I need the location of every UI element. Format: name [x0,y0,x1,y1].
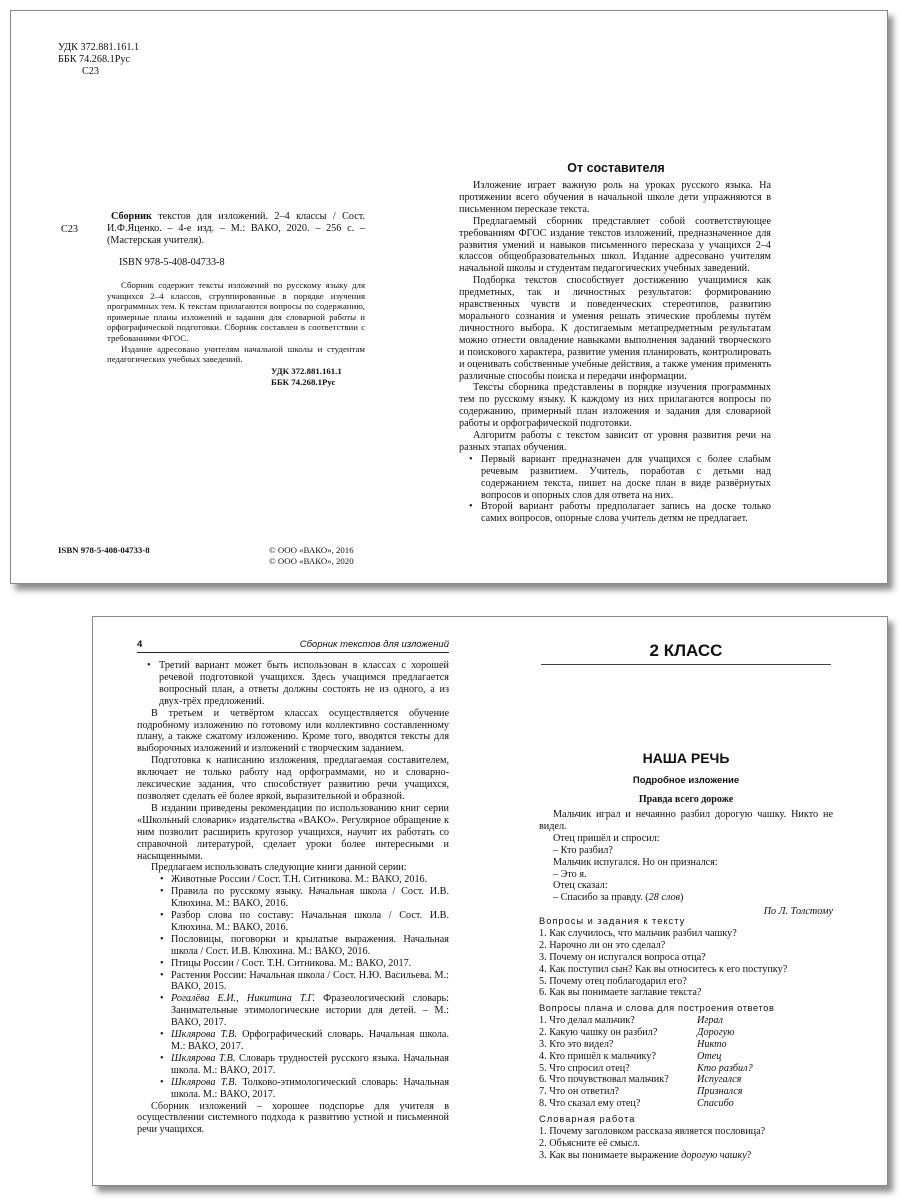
vocab-heading: Словарная работа [539,1114,636,1124]
book-item: • Правила по русскому языку. Начальная школа / Сост. И.В. Клюхина. М.: ВАКО, 2016. [159,886,449,910]
book-item: • Шклярова Т.В. Словарь трудностей русского языка. Начальная школа. М.: ВАКО, 2017. [159,1053,449,1077]
preface-text [459,180,771,525]
udc-block [58,42,139,78]
grade-title-rule [541,664,831,665]
story-author: По Л. Толстому [763,906,833,918]
page-number: 4 [137,639,143,650]
story-line: – Спасибо за правду. (28 слов) [553,892,684,904]
intro-bullet: • Третий вариант может быть использован в классах с хорошей речевой подготовкой учащихся. Здесь учащимся предлагается вопросный план, а ответы должны состоять не из одного, а из двух-трёх предложений. [137,660,449,708]
isbn-line: ISBN 978-5-408-04733-8 [119,257,225,268]
abstract [107,280,365,365]
questions-block [539,916,833,999]
plan-row: 2. Какую чашку он разбил? Дорогую [539,1026,735,1038]
vocab-item: 3. Как вы понимаете выражение дорогую чашку? [539,1149,752,1161]
isbn-bottom: ISBN 978-5-408-04733-8 [58,545,150,555]
body-paragraph: Подготовка к написанию изложения, предлагаемая составителем, включает не только работу над орфограммами, но и словарно-лексические задания, что способствует развитию речи учащихся, позволяет сделать её более яркой, выразительной и образной. [137,755,449,802]
vocab-item: 2. Объясните её смысл. [539,1137,640,1149]
plan-row: 8. Что сказал ему отец? Спасибо [539,1098,734,1110]
book-item: • Разбор слова по составу: Начальная школа / Сост. И.В. Клюхина. М.: ВАКО, 2016. [159,910,449,934]
bbk-line: ББК 74.268.1Рус [58,53,130,65]
preface-paragraph: Алгоритм работы с текстом зависит от уровня развития речи на разных этапах обучения. [459,430,771,453]
left-page-body [137,660,449,1136]
author-mark: С23 [82,65,99,77]
question-item: 6. Как вы понимаете заглавие текста? [539,987,702,999]
vocab-item: 1. Почему заголовком рассказа является пословица? [539,1125,766,1137]
word-count: 28 слов [648,892,681,904]
plan-row: 1. Что делал мальчик? Играл [539,1014,723,1026]
section-title: НАША РЕЧЬ [642,750,730,766]
book-item: • Шклярова Т.В. Толково-этимологический словарь: Начальная школа. М.: ВАКО, 2017. [159,1077,449,1101]
abstract-paragraph: Издание адресовано учителям начальной школы и студентам педагогических учебных заведений. [107,343,365,365]
story-line: – Кто разбил? [553,844,613,856]
bbk-right-line: ББК 74.268.1Рус [271,376,336,387]
question-item: 2. Нарочно ли он это сделал? [539,939,666,951]
bibliographic-record [107,211,365,247]
preface-paragraph: Тексты сборника представлены в порядке изучения программных тем по русскому языку. К каждому из них прилагаются вопросы по содержанию, примерный план изложения и задания для словарной работы и орфографической подготовки. [459,382,771,430]
udc-right-block [271,366,342,387]
book-item: • Растения России: Начальная школа / Сост. Н.Ю. Васильева. М.: ВАКО, 2015. [159,970,449,994]
copyright-line: © ООО «ВАКО», 2016 [269,545,354,555]
grade-title: 2 КЛАСС [649,641,723,660]
side-author-mark: С23 [61,224,78,235]
story-line: Мальчик испугался. Но он признался: [553,856,718,868]
abstract-paragraph: Сборник содержит тексты изложений по русскому языку для учащихся 2–4 классов, сгруппированные в порядке изучения программных тем. К текстам прилагаются вопросы по содержанию, примерные планы изложений и задания для словарной работы и орфографической подготовки. Сборник составлен в соответствии с требованиями ФГОС. [107,280,365,343]
running-header [137,639,449,653]
plan-row: 4. Кто пришёл к мальчику? Отец [539,1050,722,1062]
book-item: • Животные России / Сост. Т.Н. Ситникова. М.: ВАКО, 2016. [159,874,449,886]
story-line: Отец пришёл и спросил: [553,832,660,844]
body-paragraph: В издании приведены рекомендации по использованию книг серии «Школьный словарик» издательства «ВАКО». Регулярное обращение к ним позволит расширить кругозор учащихся, научит их работать со справочной литературой, сделает уроки более интересными и насыщенными. [137,802,449,862]
book-item: • Пословицы, поговорки и крылатые выражения. Начальная школа / Сост. И.В. Клюхина. М.: ВАКО, 2016. [159,934,449,958]
preface-paragraph: Изложение играет важную роль на уроках русского языка. На протяжении всего обучения в начальной школе дети упражняются в письменном пересказе текста. [459,180,771,215]
plan-row: 3. Кто это видел? Никто [539,1038,727,1050]
preface-paragraph: Подборка текстов способствует достижению учащимися как предметных, так и личностных результатов: формированию нравственных чувств и поведенческих стереотипов, развитию морального сознания и умения решать этические проблемы путём личностного выбора. К достигаемым метапредметным результатам можно отнести овладение навыками выполнения заданий творческого и поискового характера, развитие умения планировать, контролировать и оценивать собственные учебные действия, а также умения применять различные способы поиска и передачи информации. [459,275,771,382]
book-list [137,874,449,1100]
plan-row: 7. Что он ответил? Признался [539,1086,743,1098]
book-title-bold: Сборник [111,211,152,222]
question-item: 4. Как поступил сын? Как вы относитесь к его поступку? [539,963,788,975]
story-line: Отец сказал: [553,880,608,892]
story-line: Мальчик играл и нечаянно разбил дорогую чашку. Никто не видел. [539,809,833,832]
plan-row: 5. Что спросил отец? Кто разбил? [539,1062,753,1074]
preface-paragraph: Предлагаемый сборник представляет собой соответствующее требованиям ФГОС издание текстов изложений, предназначенное для развития умений и навыков письменного пересказа у учащихся 2–4 классов общеобразовательных школ. Издание адресовано учителям начальной школы и студентам педагогических учебных заведений. [459,215,771,275]
plan-heading: Вопросы плана и слова для построения ответов [539,1003,775,1013]
preface-bullet: • Первый вариант предназначен для учащихся с более слабым речевым развитием. Учитель, поработав с детьми над содержанием текста, пишет на доске план в виде развёрнутых вопросов и опорных слов для ответа на них. [459,454,771,502]
plan-row: 6. Что почувствовал мальчик? Испугался [539,1074,742,1086]
closing-paragraph: Сборник изложений – хорошее подспорье для учителя в осуществлении системного подхода к развитию устной и письменной речи учащихся. [137,1100,449,1136]
question-item: 5. Почему отец поблагодарил его? [539,975,687,987]
story-text [539,809,833,918]
story-line: – Это я. [553,868,587,880]
plan-block [539,1003,833,1110]
top-book-spread [10,10,888,584]
udc-right-line: УДК 372.881.161.1 [271,366,342,376]
bottom-book-spread [92,616,888,1186]
copyright-block [269,545,354,566]
question-item: 3. Почему он испугался вопроса отца? [539,951,706,963]
preface-bullet: • Второй вариант работы предполагает запись на доске только самих вопросов, опорные слова учитель детям не предлагает. [459,501,771,525]
body-paragraph: Предлагаем использовать следующие книги данной серии: [151,862,407,874]
subtitle: Подробное изложение [632,775,740,786]
question-item: 1. Как случилось, что мальчик разбил чашку? [539,927,737,939]
biblio-rest: текстов для изложений. 2–4 классы / Сост. И.Ф.Яценко. – 4-е изд. – М.: ВАКО, 2020. – 256 с. – (Мастерская учителя). [107,211,365,246]
copyright-line: © ООО «ВАКО», 2020 [269,555,354,566]
running-head-title: Сборник текстов для изложений [299,639,449,650]
udc-line: УДК 372.881.161.1 [58,42,140,53]
story-title: Правда всего дороже [638,794,734,805]
questions-heading: Вопросы и задания к тексту [539,916,686,926]
body-paragraph: В третьем и четвёртом классах осуществляется обучение подробному изложению по готовому или коллективно составленному плану, а также сжатому изложению. Кроме того, вводятся тексты для выборочных изложений и изложений с творческим заданием. [137,707,449,755]
book-item: • Птицы России / Сост. Т.Н. Ситникова. М.: ВАКО, 2017. [159,958,449,970]
book-item: • Шклярова Т.В. Орфографический словарь. Начальная школа. М.: ВАКО, 2017. [159,1029,449,1053]
preface-heading: От составителя [567,161,665,175]
book-item: • Рогалёва Е.И., Никитина Т.Г. Фразеологический словарь: Занимательные этимологические истории для детей. – М.: ВАКО, 2017. [159,993,449,1029]
vocab-block [539,1114,833,1162]
